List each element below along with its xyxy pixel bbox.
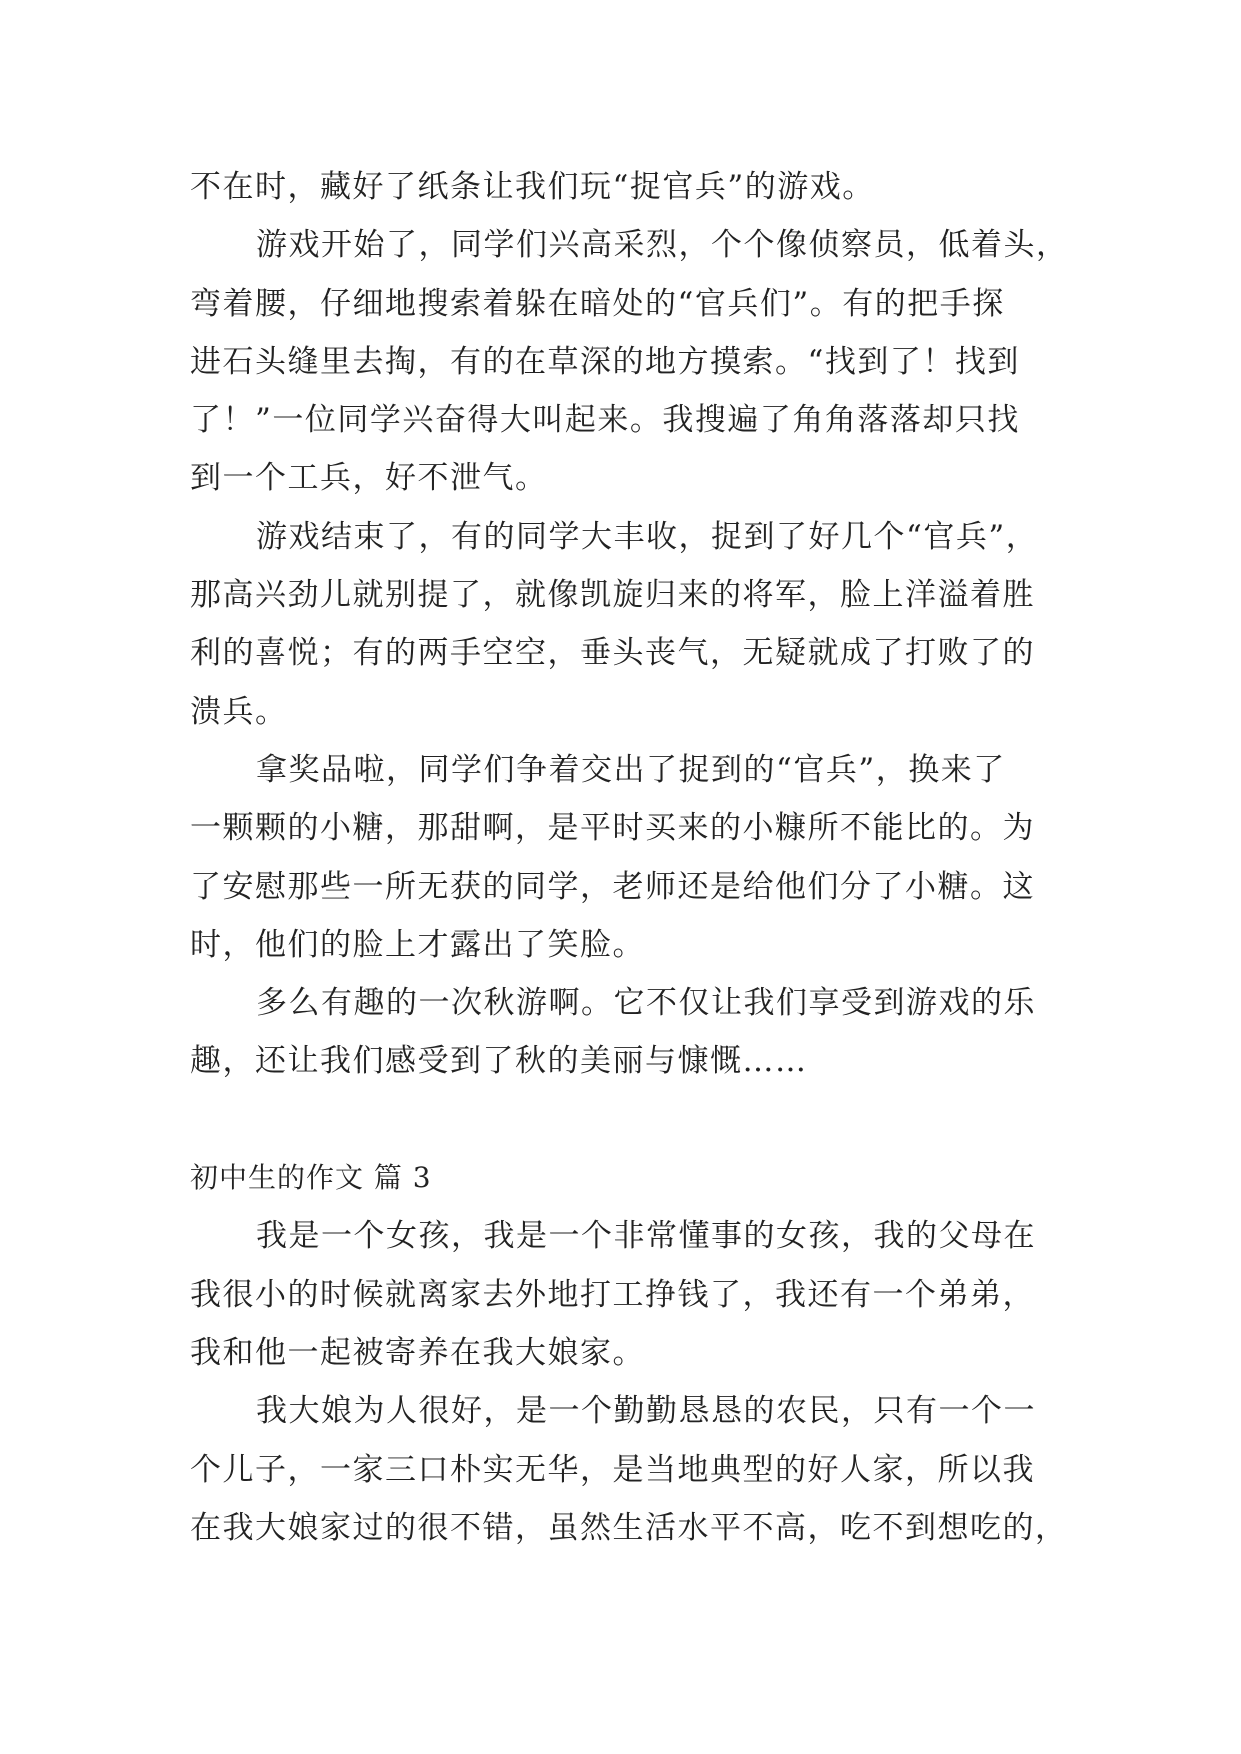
paragraph-line: 游戏开始了，同学们兴高采烈，个个像侦察员，低着头， (256, 227, 1069, 264)
paragraph-line: 我很小的时候就离家去外地打工挣钱了，我还有一个弟弟， (190, 1276, 1035, 1313)
paragraph-line: 利的喜悦；有的两手空空，垂头丧气，无疑就成了打败了的 (190, 635, 1035, 672)
paragraph-line: 我和他一起被寄养在我大娘家。 (190, 1334, 645, 1371)
document-body (190, 158, 1069, 1557)
paragraph-line: 拿奖品啦，同学们争着交出了捉到的“官兵”，换来了 (256, 751, 1006, 788)
paragraph-line: 趣，还让我们感受到了秋的美丽与慷慨…… (190, 1043, 808, 1080)
paragraph-line: 到一个工兵，好不泄气。 (190, 460, 548, 497)
paragraph-line: 在我大娘家过的很不错，虽然生活水平不高，吃不到想吃的， (190, 1509, 1068, 1546)
section-spacer (190, 1091, 1052, 1149)
paragraph-line: 游戏结束了，有的同学大丰收，捉到了好几个“官兵”， (256, 518, 1039, 555)
paragraph-line: 溃兵。 (190, 693, 288, 730)
paragraph-line: 时，他们的脸上才露出了笑脸。 (190, 926, 645, 963)
paragraph-line: 我大娘为人很好，是一个勤勤恳恳的农民，只有一个一 (256, 1393, 1036, 1430)
paragraph-line: 了安慰那些一所无获的同学，老师还是给他们分了小糖。这 (190, 868, 1035, 905)
paragraph-line: 了！”一位同学兴奋得大叫起来。我搜遍了角角落落却只找 (190, 402, 1020, 439)
paragraph-line: 多么有趣的一次秋游啊。它不仅让我们享受到游戏的乐 (256, 985, 1036, 1022)
paragraph-line: 个儿子，一家三口朴实无华，是当地典型的好人家，所以我 (190, 1451, 1035, 1488)
paragraph-line: 不在时，藏好了纸条让我们玩“捉官兵”的游戏。 (190, 169, 875, 205)
section-heading: 初中生的作文 篇 3 (190, 1161, 432, 1195)
paragraph-line: 那高兴劲儿就别提了，就像凯旋归来的将军，脸上洋溢着胜 (190, 577, 1035, 614)
paragraph-line: 一颗颗的小糖，那甜啊，是平时买来的小糠所不能比的。为 (190, 810, 1035, 847)
paragraph-line: 弯着腰，仔细地搜索着躲在暗处的“官兵们”。有的把手探 (190, 285, 1005, 322)
paragraph-line: 我是一个女孩，我是一个非常懂事的女孩，我的父母在 (256, 1218, 1036, 1255)
paragraph-line: 进石头缝里去掏，有的在草深的地方摸索。“找到了！找到 (190, 343, 1020, 380)
